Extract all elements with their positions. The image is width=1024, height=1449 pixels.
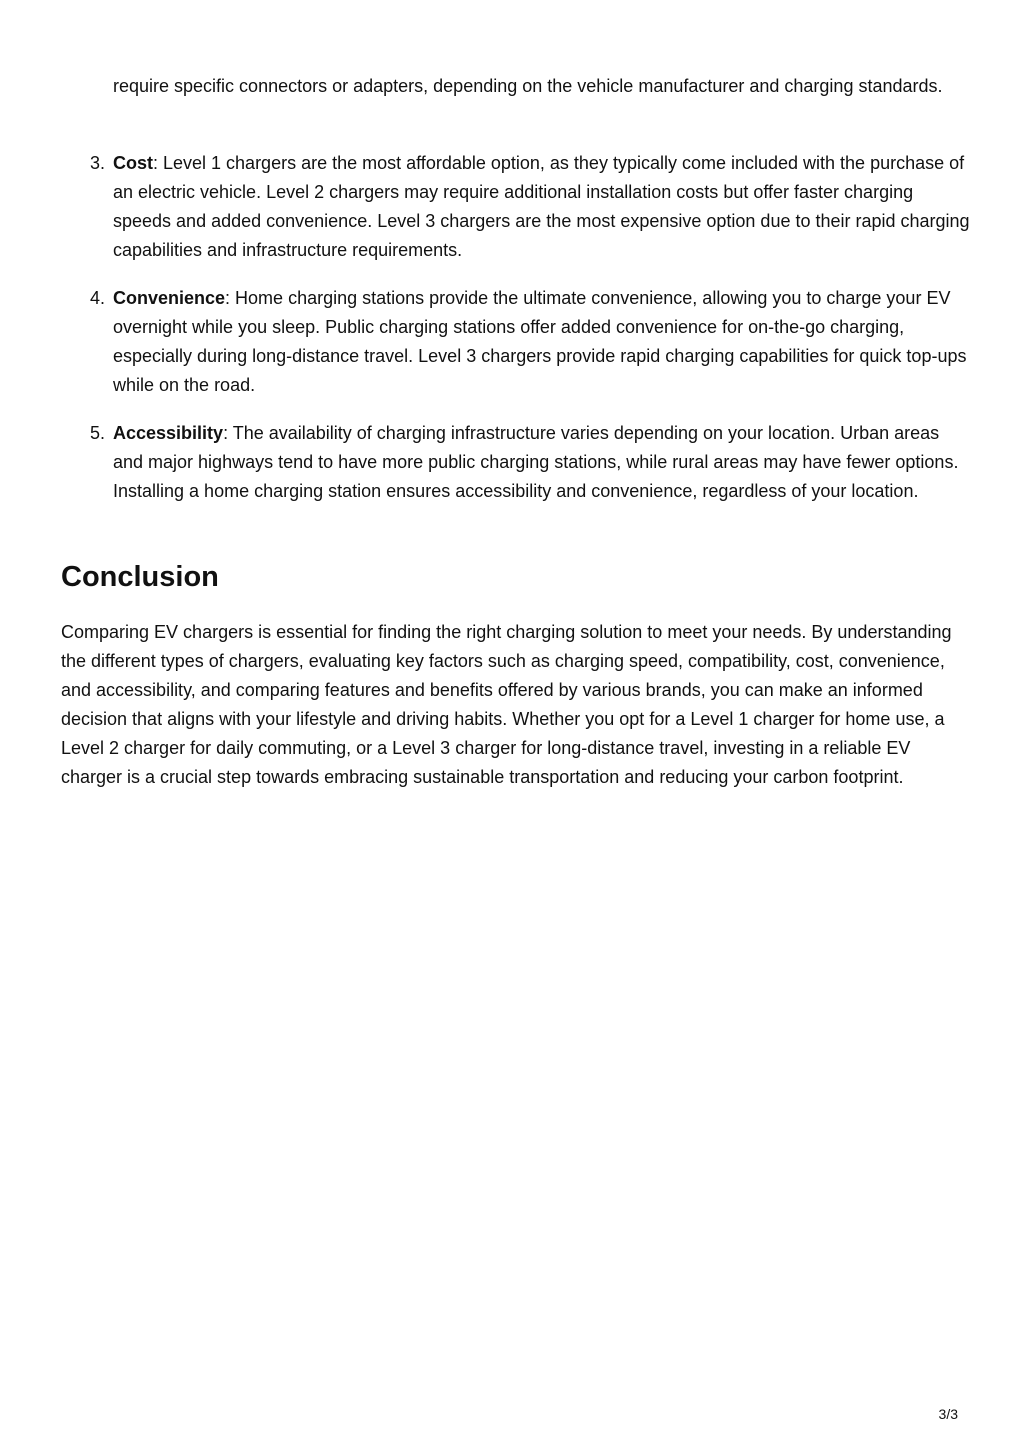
page-number: 3/3 [938, 1406, 958, 1422]
list-item-number: 5. [90, 423, 106, 443]
conclusion-paragraph: Comparing EV chargers is essential for finding the right charging solution to meet your needs. By understanding the different types of chargers, evaluating key factors such as charging speed, compatibility, cost, convenience, and accessibility, and comparing features and benefits offered by various brands, you can make an informed decision that aligns with your lifestyle and driving habits. Whether you opt for a Level 1 charger for home use, a Level 2 charger for daily commuting, or a Level 3 charger for long-distance travel, investing in a reliable EV charger is a crucial step towards embracing sustainable transportation and reducing your carbon footprint. [61, 622, 952, 787]
list-item-text: : The availability of charging infrastructure varies depending on your location. Urban areas and major highways tend to have more public charging stations, while rural areas may have fewer options. Installing a home charging station ensures accessibility and convenience, regardless of your location. [113, 423, 959, 501]
list-item-accessibility [90, 419, 973, 506]
list-item-term: Accessibility [113, 423, 224, 443]
list-item-text: : Level 1 chargers are the most affordable option, as they typically come included with the purchase of an electric vehicle. Level 2 chargers may require additional installation costs but offer faster charging speeds and added convenience. Level 3 chargers are the most expensive option due to their rapid charging capabilities and infrastructure requirements. [113, 153, 970, 260]
list-item-number: 4. [90, 288, 106, 308]
conclusion-heading: Conclusion [61, 561, 219, 593]
list-item-number: 3. [90, 153, 106, 173]
list-item-text: : Home charging stations provide the ultimate convenience, allowing you to charge your EV overnight while you sleep. Public charging stations offer added convenience for on-the-go charging, especially during long-distance travel. Level 3 chargers provide rapid charging capabilities for quick top-ups while on the road. [113, 288, 967, 395]
list-item-cost [90, 149, 973, 265]
list-item-continuation: require specific connectors or adapters, depending on the vehicle manufacturer and charging standards. [113, 76, 943, 96]
list-item-term: Cost [113, 153, 153, 173]
factors-list [90, 149, 973, 525]
list-item-convenience [90, 284, 973, 400]
list-item-term: Convenience [113, 288, 226, 308]
